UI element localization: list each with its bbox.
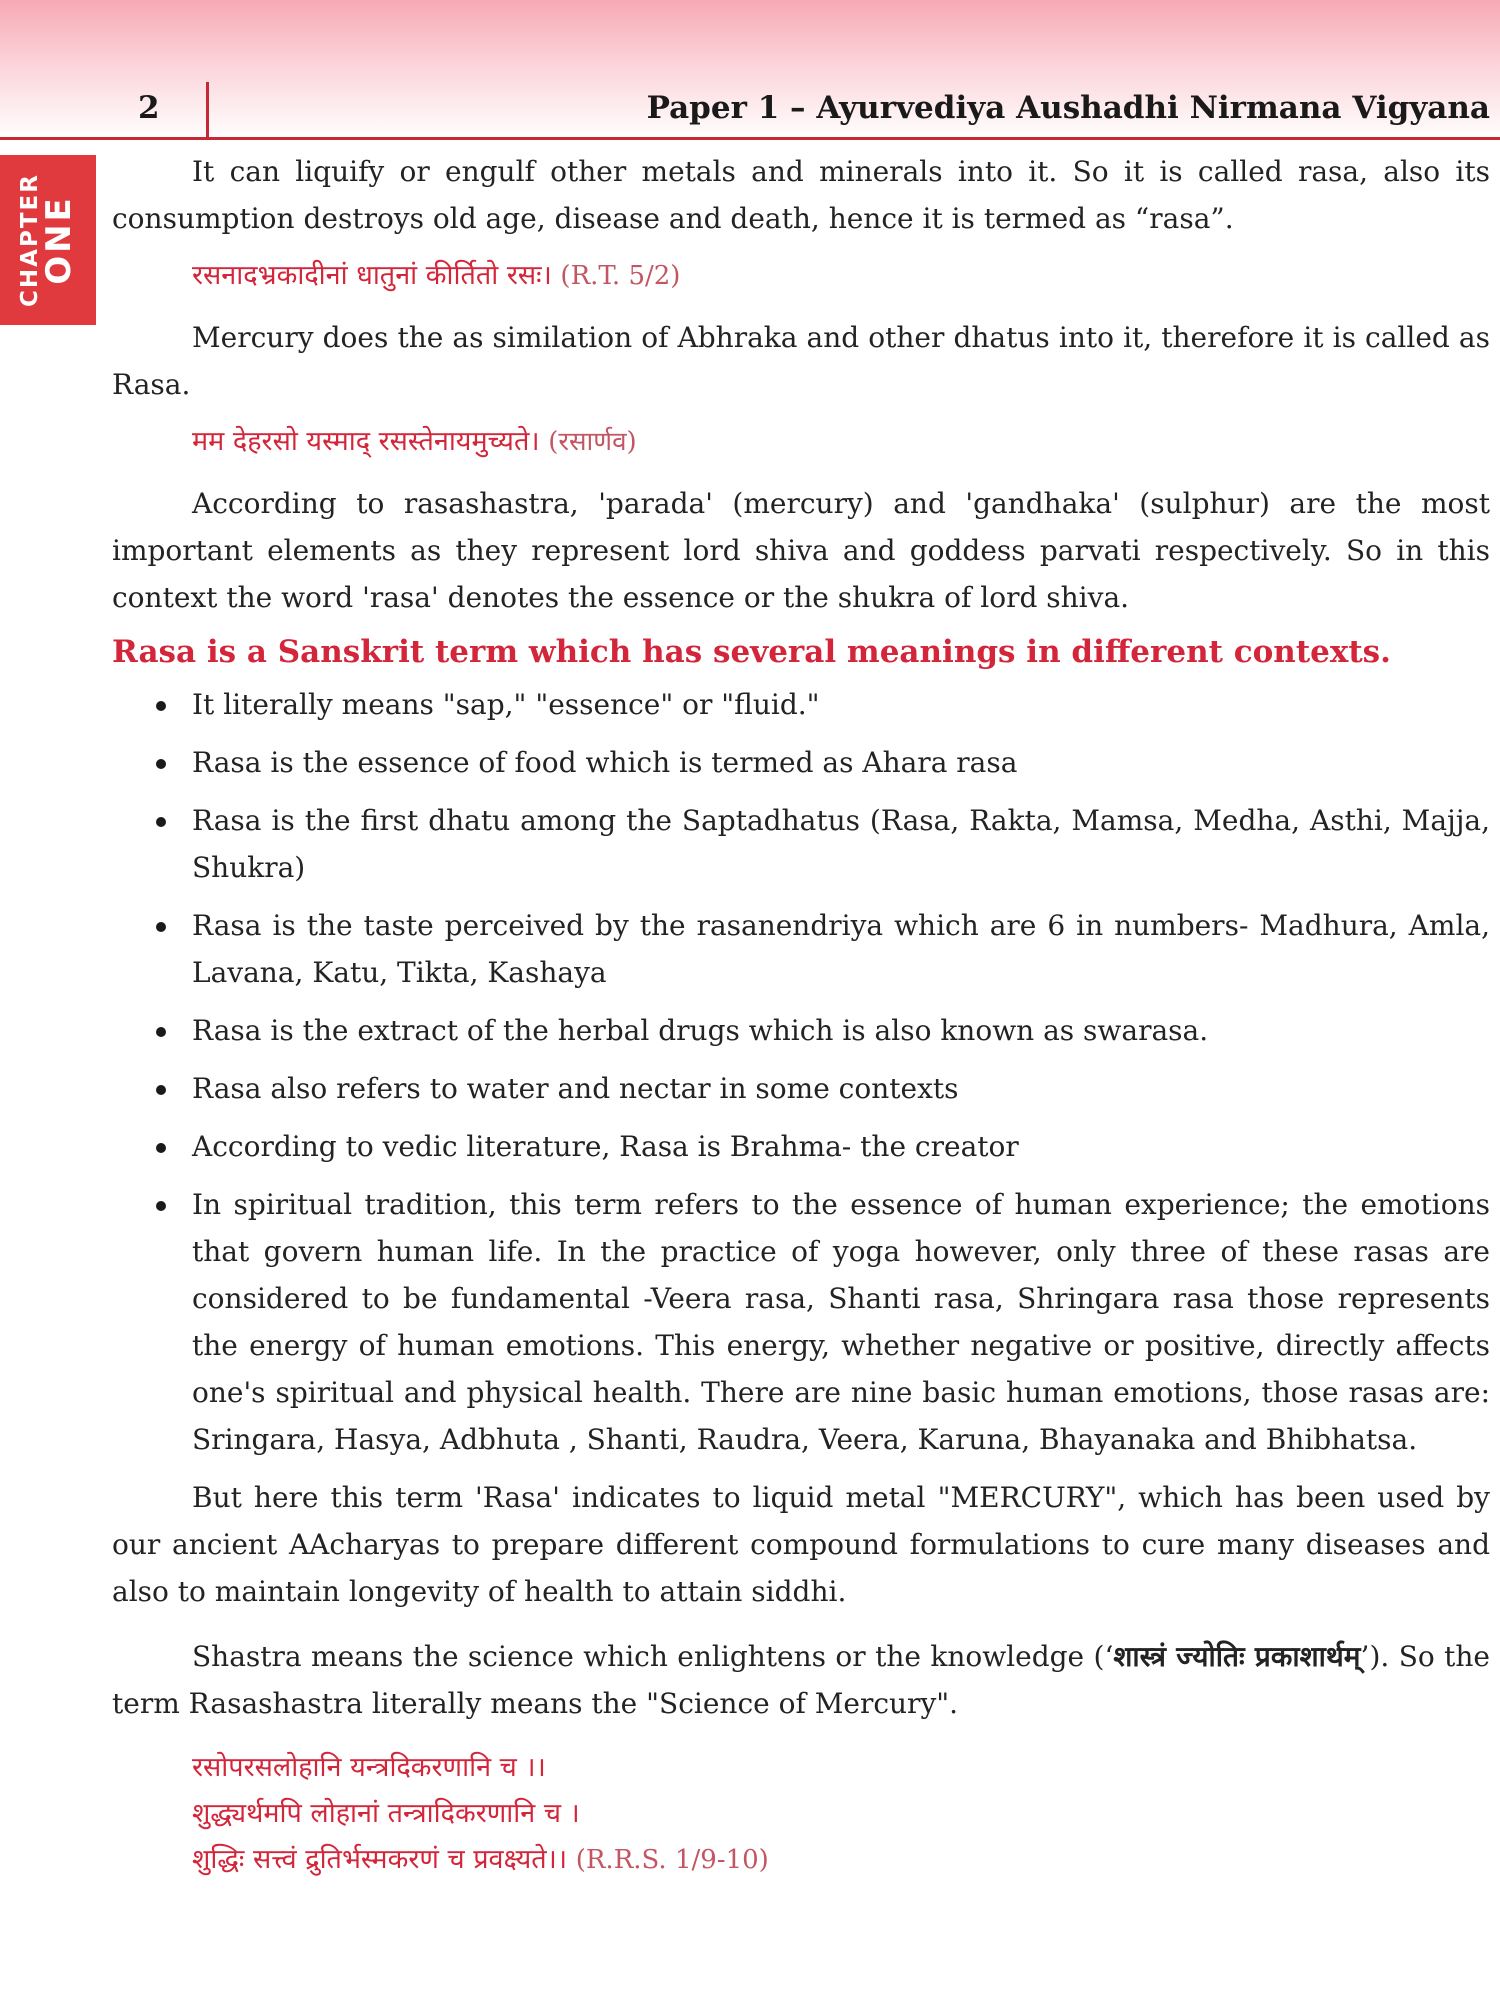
- paragraph-mercury: Mercury does the as similation of Abhraka and other dhatus into it, therefore it is called as Rasa.: [112, 321, 1490, 401]
- list-item: In spiritual tradition, this term refers to the essence of human experience; the emotions that govern human life. In the practice of yoga however, only three of these rasas are considered to be fundamental -Veera rasa, Shanti rasa, Shringara rasa those represents the energy of human emotions. This energy, whether negative or positive, directly affects one's spiritual and physical health. There are nine basic human emotions, those rasas are: Sringara, Hasya, Adbhuta , Shanti, Raudra, Veera, Karuna, Bhayanaka and Bhibhatsa.: [112, 1181, 1490, 1463]
- chapter-number: ONE: [39, 195, 80, 285]
- sanskrit-quote: [112, 252, 1490, 300]
- paragraph-mercury-use: But here this term 'Rasa' indicates to liquid metal "MERCURY", which has been used by our ancient AAcharyas to prepare different compound formulations to cure many diseases and also to maintain longevity of health to attain siddhi.: [112, 1481, 1490, 1608]
- list-item: Rasa is the essence of food which is termed as Ahara rasa: [112, 739, 1490, 786]
- list-item: Rasa is the first dhatu among the Saptadhatus (Rasa, Rakta, Mamsa, Medha, Asthi, Majja, Shukra): [112, 797, 1490, 891]
- page-content: [112, 148, 1490, 1883]
- list-item: Rasa is the taste perceived by the rasanendriya which are 6 in numbers- Madhura, Amla, Lavana, Katu, Tikta, Kashaya: [112, 902, 1490, 996]
- section-heading: Rasa is a Sanskrit term which has several meanings in different contexts.: [112, 634, 1391, 670]
- paragraph-rasa-liquify: It can liquify or engulf other metals and minerals into it. So it is called rasa, also its consumption destroys old age, disease and death, hence it is termed as “rasa”.: [112, 155, 1490, 235]
- page-number: 2: [138, 90, 160, 126]
- chapter-tab: [0, 155, 96, 325]
- paragraph-shastra: [112, 1633, 1490, 1727]
- shastra-text-before: Shastra means the science which enlightens or the knowledge (‘: [192, 1640, 1114, 1673]
- list-item: Rasa also refers to water and nectar in some contexts: [112, 1065, 1490, 1112]
- citation: (R.R.S. 1/9-10): [575, 1845, 769, 1875]
- chapter-label: [18, 173, 78, 307]
- verse-line-1: रसोपरसलोहानि यन्त्रदिकरणानि च ।।: [192, 1752, 546, 1783]
- shastra-text-after: ’). So the term Rasashastra literally means the "Science of Mercury".: [112, 1640, 1491, 1720]
- shastra-sanskrit: शास्त्रं ज्योतिः प्रकाशार्थम्: [1113, 1640, 1361, 1673]
- verse-line-3: [112, 1837, 1490, 1883]
- verse-text: शुद्धिः सत्त्वं द्रुतिर्भस्मकरणं च प्रवक्ष्यते।।: [192, 1844, 568, 1875]
- list-item: According to vedic literature, Rasa is Brahma- the creator: [112, 1123, 1490, 1170]
- citation: (रसार्णव): [548, 427, 637, 457]
- header-divider: [206, 82, 209, 138]
- header-rule: [0, 137, 1500, 140]
- running-title: Paper 1 – Ayurvediya Aushadhi Nirmana Vigyana: [646, 90, 1490, 126]
- citation: (R.T. 5/2): [560, 261, 681, 291]
- list-item: Rasa is the extract of the herbal drugs which is also known as swarasa.: [112, 1007, 1490, 1054]
- sanskrit-text: मम देहरसो यस्माद् रसस्तेनायमुच्यते।: [192, 426, 540, 457]
- sanskrit-quote: [112, 418, 1490, 466]
- sanskrit-text: रसनादभ्रकादीनां धातुनां कीर्तितो रसः।: [192, 260, 552, 291]
- paragraph-rasashastra: According to rasashastra, 'parada' (mercury) and 'gandhaka' (sulphur) are the most important elements as they represent lord shiva and goddess parvati respectively. So in this context the word 'rasa' denotes the essence or the shukra of lord shiva.: [112, 487, 1490, 614]
- list-item: It literally means "sap," "essence" or "fluid.": [112, 681, 1490, 728]
- verse-line-2: शुद्ध्यर्थमपि लोहानां तन्त्रादिकरणानि च ।: [192, 1798, 580, 1829]
- chapter-word: CHAPTER: [17, 173, 44, 307]
- meanings-list: [112, 681, 1490, 1463]
